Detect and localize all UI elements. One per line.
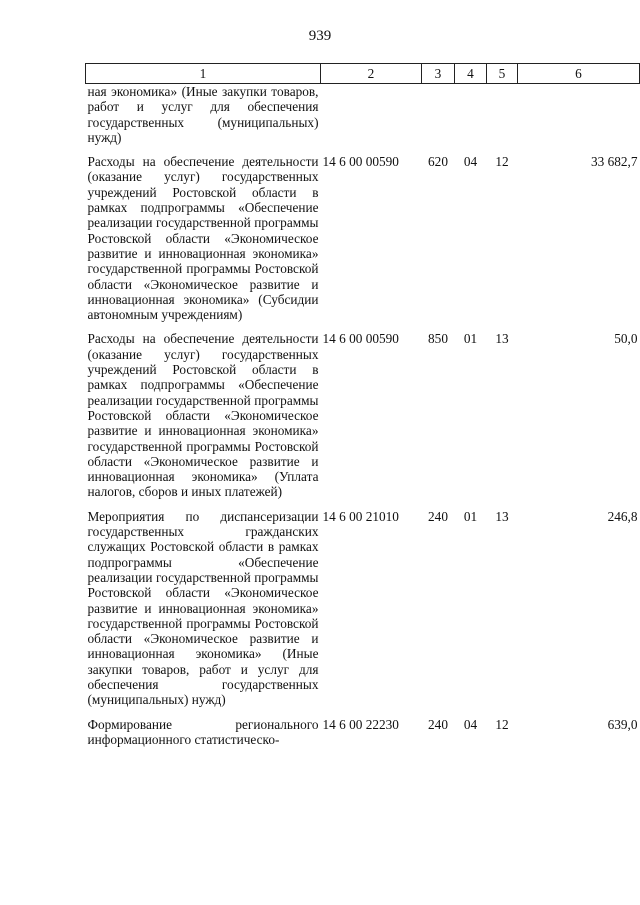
- row-section: 01: [463, 508, 478, 524]
- row-description: Расходы на обеспечение деятельности (оказание услуг) государственных учреждений Ростовской области в рамках подпрограммы «Обеспечение реализации государственной программы Ростовской области «Экономическое развитие и инновационная экономика» государственной программы Ростовской области «Экономическое развитие и инновационная экономика» (Субсидии автономным учреждениям): [87, 154, 319, 323]
- row-code: 14 6 00 22230: [322, 716, 399, 732]
- row-description: Формирование регионального информационного статистическо-: [87, 716, 319, 747]
- row-code: [321, 84, 422, 155]
- row-amount: [518, 84, 640, 155]
- row-subsection: 13: [495, 508, 509, 524]
- table-row: [86, 331, 640, 508]
- table-row: [86, 154, 640, 331]
- column-header-4: 4: [455, 64, 487, 84]
- column-header-6: 6: [518, 64, 640, 84]
- row-subsection: [487, 84, 518, 155]
- row-subsection: 12: [495, 154, 509, 170]
- row-expense-type: [422, 84, 455, 155]
- row-expense-type: 240: [428, 508, 448, 524]
- row-expense-type: 850: [428, 331, 448, 347]
- column-header-3: 3: [422, 64, 455, 84]
- row-section: 04: [463, 716, 478, 732]
- column-header-2: 2: [321, 64, 422, 84]
- table-row: [86, 509, 640, 717]
- table-row: [86, 717, 640, 757]
- row-amount: 639,0: [607, 716, 638, 732]
- column-header-5: 5: [487, 64, 518, 84]
- row-subsection: 13: [495, 331, 509, 347]
- table-header-row: [86, 64, 640, 84]
- row-section: 01: [463, 331, 478, 347]
- row-expense-type: 240: [428, 716, 448, 732]
- row-code: 14 6 00 21010: [322, 508, 399, 524]
- row-subsection: 12: [495, 716, 509, 732]
- row-section: 04: [463, 154, 478, 170]
- page-number: 939: [308, 28, 332, 44]
- table-row: [86, 84, 640, 155]
- row-amount: 50,0: [614, 331, 638, 347]
- row-description: Мероприятия по диспансеризации государственных гражданских служащих Ростовской области в рамках подпрограммы «Обеспечение реализации государственной программы Ростовской области «Экономическое развитие и инновационная экономика» государственной программы Ростовской области «Экономическое развитие и инновационная экономика» (Иные закупки товаров, работ и услуг для обеспечения государственных (муниципальных) нужд): [87, 508, 319, 708]
- row-amount: 246,8: [607, 508, 638, 524]
- row-expense-type: 620: [428, 154, 448, 170]
- column-header-1: 1: [86, 64, 321, 84]
- row-amount: 33 682,7: [590, 154, 638, 170]
- row-description: ная экономика» (Иные закупки товаров, работ и услуг для обеспечения государственных (муниципальных) нужд): [87, 84, 319, 145]
- row-code: 14 6 00 00590: [322, 331, 399, 347]
- row-section: [455, 84, 487, 155]
- budget-table: [85, 63, 640, 756]
- row-code: 14 6 00 00590: [322, 154, 399, 170]
- row-description: Расходы на обеспечение деятельности (оказание услуг) государственных учреждений Ростовской области в рамках подпрограммы «Обеспечение реализации государственной программы Ростовской области «Экономическое развитие и инновационная экономика» государственной программы Ростовской области «Экономическое развитие и инновационная экономика» (Уплата налогов, сборов и иных платежей): [87, 331, 319, 500]
